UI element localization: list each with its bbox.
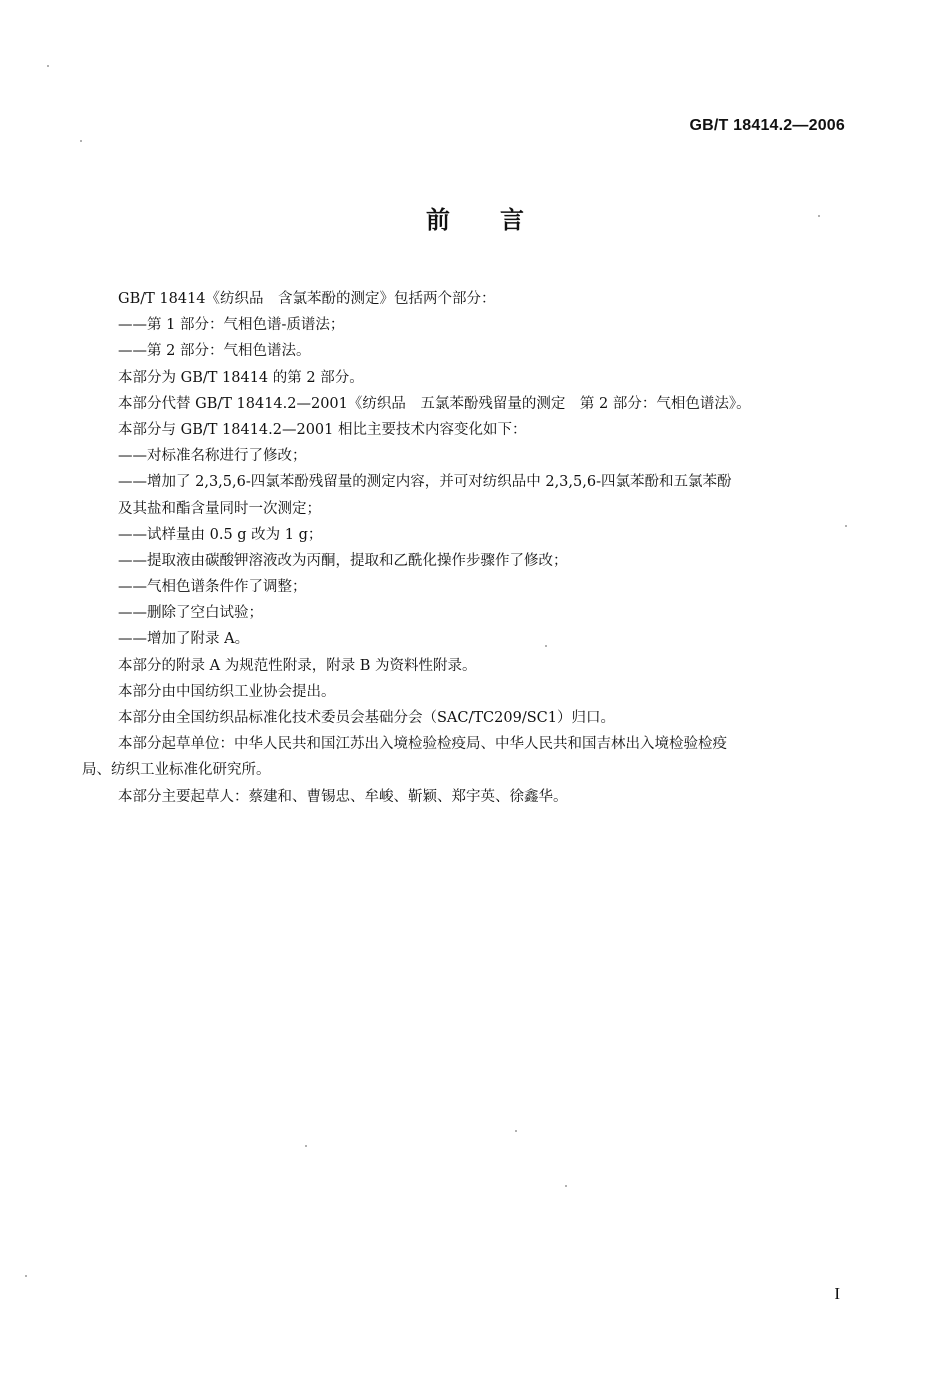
- paragraph-line: 本部分由中国纺织工业协会提出。: [118, 683, 336, 700]
- scan-speck: [545, 645, 547, 647]
- scan-speck: [515, 1130, 517, 1132]
- paragraph-line: 本部分起草单位：中华人民共和国江苏出入境检验检疫局、中华人民共和国吉林出入境检验检疫: [118, 736, 727, 753]
- list-item: ——增加了 2,3,5,6-四氯苯酚残留量的测定内容，并可对纺织品中 2,3,5,6-四氯苯酚和五氯苯酚: [118, 474, 732, 491]
- scan-speck: [80, 140, 82, 142]
- paragraph-line: 本部分的附录 A 为规范性附录，附录 B 为资料性附录。: [118, 657, 477, 674]
- paragraph-line-continuation: 局、纺织工业标准化研究所。: [82, 762, 271, 779]
- scan-speck: [818, 215, 820, 217]
- paragraph-line: 本部分主要起草人：蔡建和、曹锡忠、牟峻、靳颖、郑宇英、徐鑫华。: [118, 788, 568, 805]
- paragraph-line: GB/T 18414《纺织品 含氯苯酚的测定》包括两个部分：: [118, 291, 496, 307]
- paragraph-line: 本部分为 GB/T 18414 的第 2 部分。: [118, 369, 364, 386]
- list-item-continuation: 及其盐和酯含量同时一次测定；: [118, 500, 321, 517]
- scan-speck: [845, 525, 847, 527]
- paragraph-line: 本部分代替 GB/T 18414.2—2001《纺织品 五氯苯酚残留量的测定 第 2 部分：气相色谱法》。: [118, 395, 751, 412]
- list-item: ——气相色谱条件作了调整；: [118, 579, 307, 596]
- scan-speck: [47, 65, 49, 67]
- title-char-2: 言: [500, 206, 524, 234]
- scan-speck: [565, 1185, 567, 1187]
- title-char-1: 前: [426, 206, 450, 234]
- scan-speck: [25, 1275, 27, 1277]
- paragraph-line: 本部分由全国纺织品标准化技术委员会基础分会（SAC/TC209/SC1）归口。: [118, 710, 615, 726]
- page-number: I: [834, 1284, 840, 1303]
- foreword-body: [82, 286, 850, 810]
- page-title: [0, 200, 950, 235]
- list-item: ——第 2 部分：气相色谱法。: [118, 343, 311, 360]
- list-item: ——增加了附录 A。: [118, 631, 250, 648]
- standard-code: GB/T 18414.2—2006: [689, 117, 845, 134]
- list-item: ——第 1 部分：气相色谱-质谱法；: [118, 317, 345, 334]
- list-item: ——对标准名称进行了修改；: [118, 448, 307, 465]
- scan-speck: [305, 1145, 307, 1147]
- list-item: ——删除了空白试验；: [118, 605, 263, 622]
- list-item: ——提取液由碳酸钾溶液改为丙酮，提取和乙酰化操作步骤作了修改；: [118, 552, 568, 569]
- paragraph-line: 本部分与 GB/T 18414.2—2001 相比主要技术内容变化如下：: [118, 421, 527, 438]
- list-item: ——试样量由 0.5 g 改为 1 g；: [118, 526, 323, 543]
